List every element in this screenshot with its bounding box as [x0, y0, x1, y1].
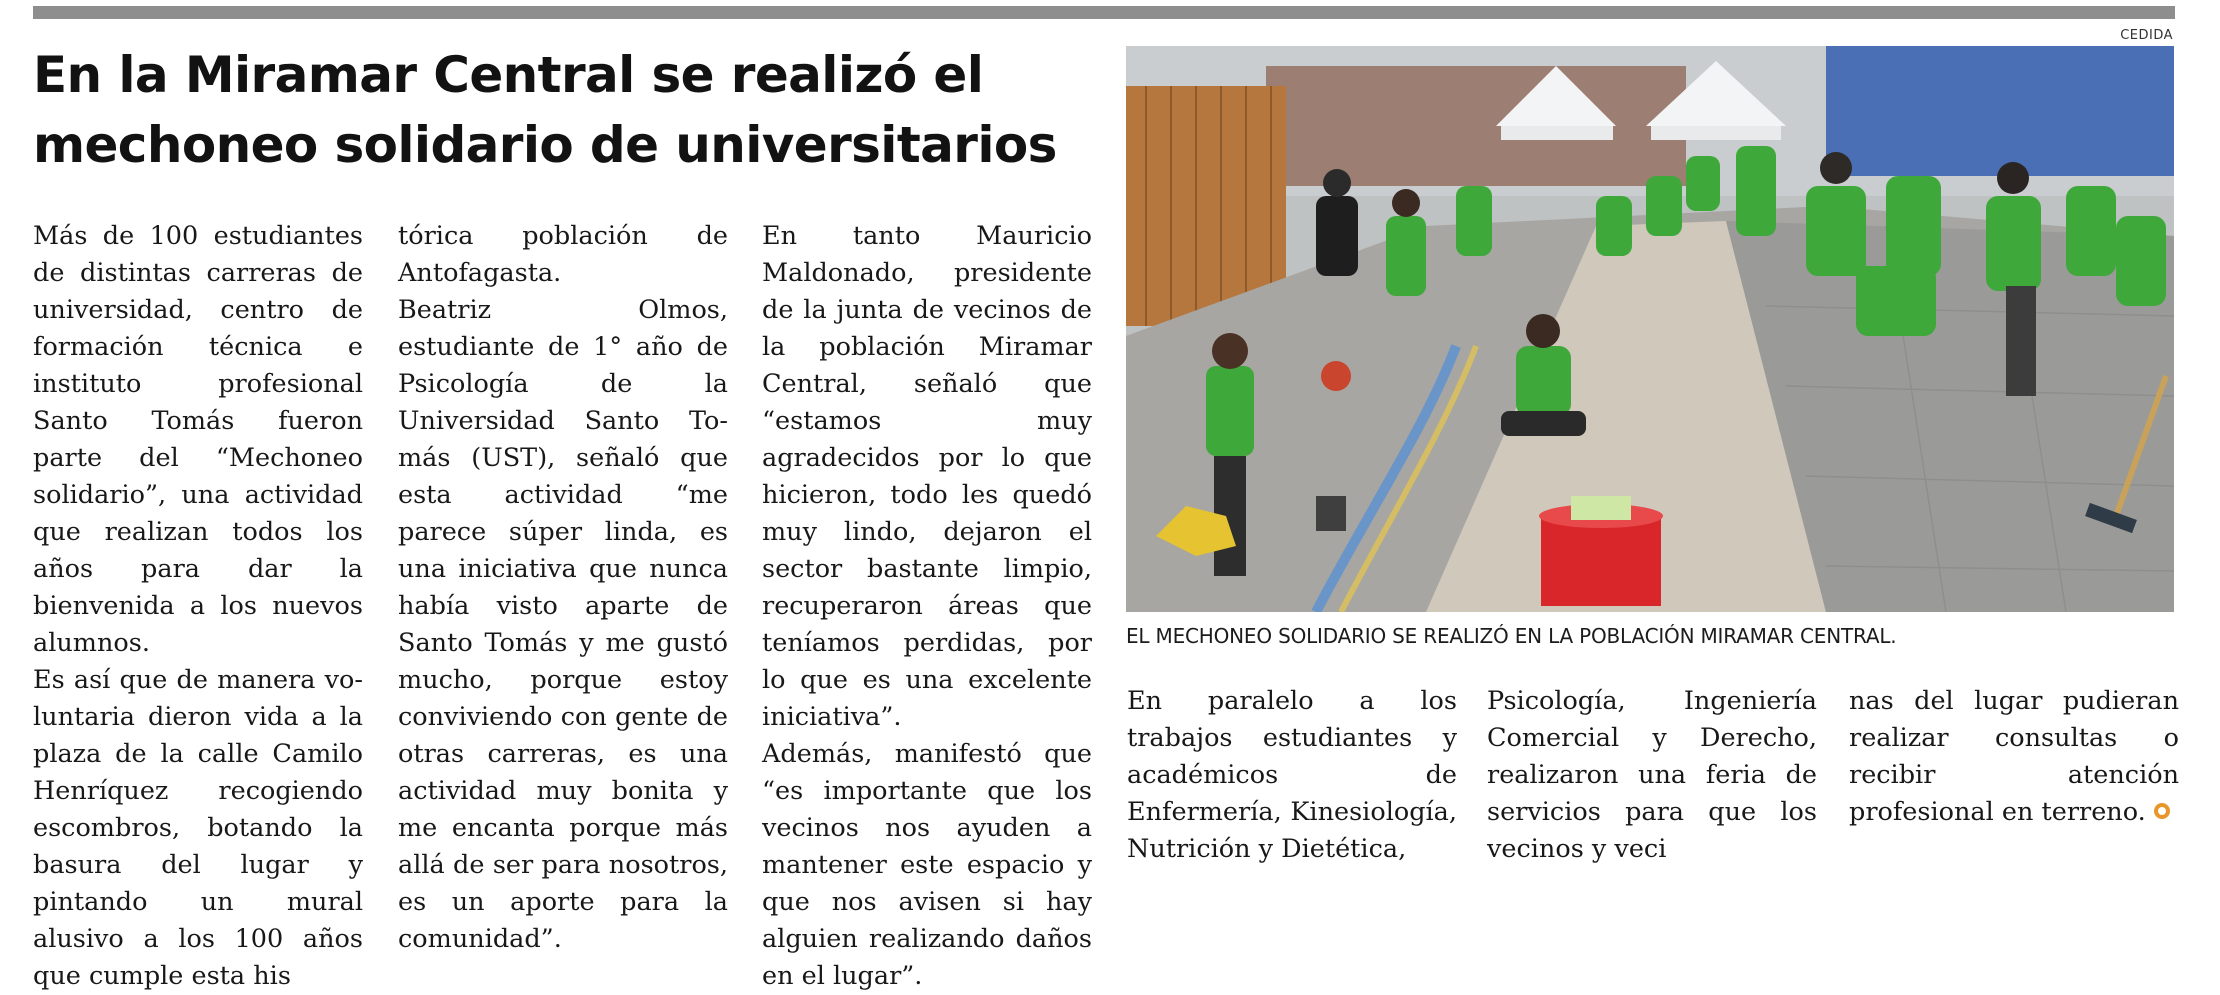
article-column-4 [1127, 683, 1457, 868]
paragraph: Más de 100 estudiantes de distintas carreras de universidad, centro de formación técnica e instituto profesional Santo Tomás fueron parte del “Mechoneo solidario”, una actividad que realizan todos los años para dar la bienvenida a los nuevos alumnos. [33, 221, 363, 658]
paragraph: Además, manifestó que “es importante que los vecinos nos ayuden a mantener este espacio y que nos avisen si hay alguien realizando daños en el lugar”. [762, 739, 1092, 991]
paragraph: Es así que de manera voluntaria dieron vida a la plaza de la calle Camilo Henríquez recogiendo escombros, botando la basura del lugar y pintando un mural alusivo a los 100 años que cumple esta his [33, 665, 363, 991]
paragraph [1849, 683, 2179, 831]
paragraph: En paralelo a los trabajos estudiantes y académicos de Enfermería, Kinesiología, Nutrición y Dietética, [1127, 686, 1457, 864]
paragraph-text: nas del lugar pudieran realizar consultas o recibir atención profesional en terreno. [1849, 686, 2179, 827]
headline-line-2: mechoneo solidario de universitarios [33, 116, 1057, 174]
photo-blue-building [1826, 46, 2174, 176]
headline-line-1: En la Miramar Central se realizó el [33, 46, 984, 104]
article-photo [1126, 46, 2174, 612]
photo-credit: CEDIDA [2120, 28, 2173, 43]
photo-red-ball [1321, 361, 1351, 391]
photo-houses [1266, 66, 1686, 186]
photo-caption: EL MECHONEO SOLIDARIO SE REALIZÓ EN LA POBLACIÓN MIRAMAR CENTRAL. [1126, 624, 1897, 648]
paragraph: Psicología, Ingeniería Comercial y Derecho, realizaron una feria de servicios para que los vecinos y veci [1487, 686, 1817, 864]
article-column-6 [1849, 683, 2179, 831]
photo-red-bucket [1541, 516, 1661, 606]
article-column-1 [33, 218, 363, 995]
article-column-3 [762, 218, 1092, 995]
paragraph: Beatriz Olmos, estudiante de 1° año de Psicología de la Universidad Santo Tomás (UST), señaló que esta actividad “me parece súper linda, es una iniciativa que nunca había visto aparte de Santo Tomás y me gustó mucho, porque estoy conviviendo con gente de otras carreras, es una actividad muy bonita y me encanta porque más allá de ser para nosotros, es un aporte para la comunidad”. [398, 295, 728, 954]
paragraph: En tanto Mauricio Maldonado, presidente de la junta de vecinos de la población Miramar Central, señaló que “estamos muy agradecidos por lo que hicieron, todo les quedó muy lindo, dejaron el sector bastante limpio, recuperaron áreas que teníamos perdidas, por lo que es una excelente iniciativa”. [762, 221, 1092, 732]
headline [33, 40, 1093, 180]
end-of-article-icon [2154, 803, 2170, 819]
photo-illustration [1126, 46, 2174, 612]
article-column-5 [1487, 683, 1817, 868]
article-column-2 [398, 218, 728, 958]
photo-paint-can [1316, 496, 1346, 531]
top-rule [33, 6, 2175, 19]
paragraph: tórica población de Antofagasta. [398, 221, 728, 288]
